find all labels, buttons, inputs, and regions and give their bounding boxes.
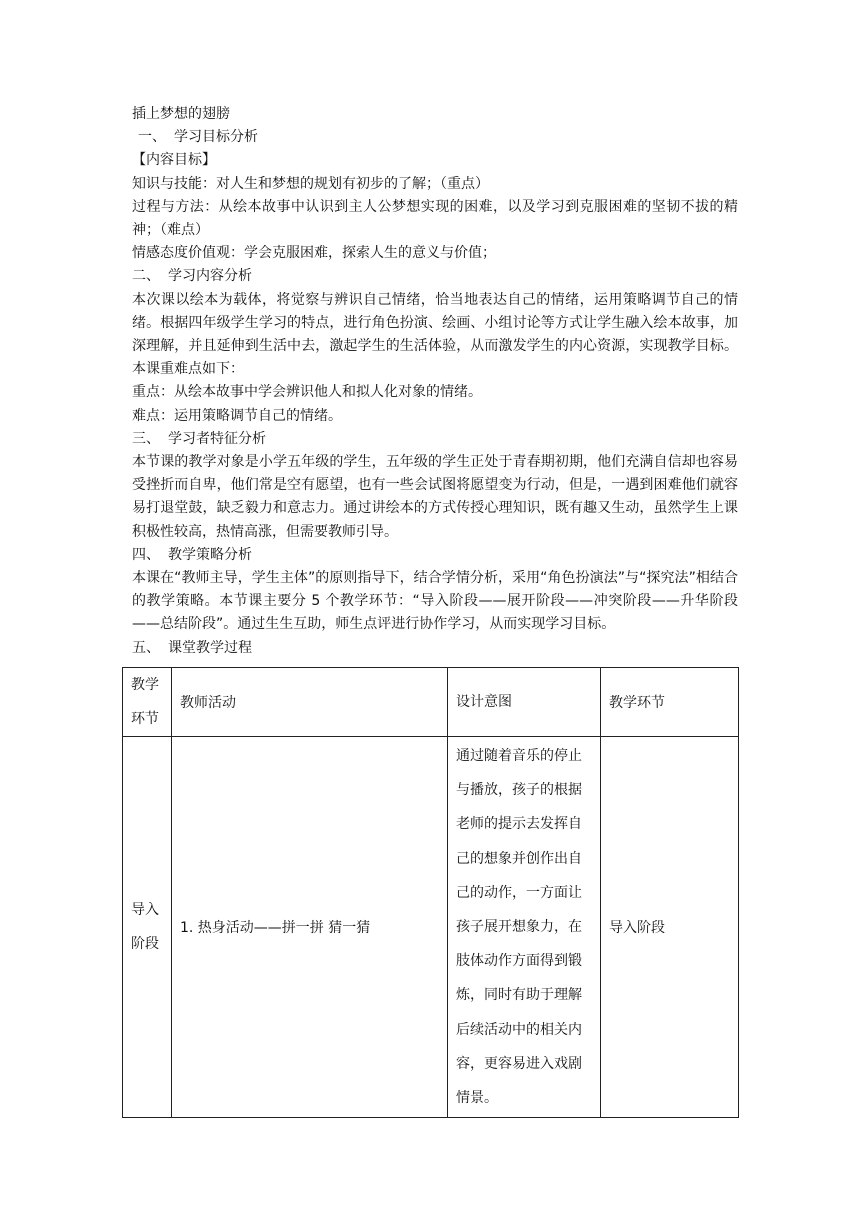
section-number-3: 三、 bbox=[132, 430, 160, 447]
table-row bbox=[123, 737, 739, 1118]
header-cell-teacher-activity: 教师活动 bbox=[172, 668, 448, 737]
section-2-key-point: 重点：从绘本故事中学会辨识他人和拟人化对象的情绪。 bbox=[132, 384, 482, 401]
section-title-5: 课堂教学过程 bbox=[168, 639, 252, 656]
section-title-2: 学习内容分析 bbox=[168, 268, 252, 285]
goal-knowledge: 知识与技能：对人生和梦想的规划有初步的了解；（重点） bbox=[132, 175, 489, 192]
section-heading-1 bbox=[132, 126, 738, 149]
cell-teaching-phase: 导入阶段 bbox=[601, 737, 739, 1118]
section-title-1: 学习目标分析 bbox=[174, 129, 258, 146]
document-title: 插上梦想的翅膀 bbox=[132, 106, 230, 122]
document-body bbox=[132, 103, 738, 660]
section-number-1: 一、 bbox=[138, 129, 166, 146]
section-number-4: 四、 bbox=[132, 546, 160, 563]
section-heading-3 bbox=[132, 428, 738, 451]
section-heading-5 bbox=[132, 637, 738, 660]
lesson-process-table bbox=[122, 667, 739, 1118]
section-2-body: 本次课以绘本为载体，将觉察与辨识自己情绪，恰当地表达自己的情绪，运用策略调节自己的情绪。根据四年级学生学习的特点，进行角色扮演、绘画、小组讨论等方式让学生融入绘本故事，加深理解，并且延伸到生活中去，激起学生的生活体验，从而激发学生的内心资源，实现教学目标。本课重难点如下： bbox=[132, 291, 738, 378]
section-number-2: 二、 bbox=[132, 268, 160, 285]
section-number-5: 五、 bbox=[132, 639, 160, 656]
goal-emotion: 情感态度价值观：学会克服困难，探索人生的意义与价值； bbox=[132, 245, 496, 262]
section-title-3: 学习者特征分析 bbox=[168, 430, 266, 447]
header-cell-stage: 教学环节 bbox=[123, 668, 172, 737]
content-goal-label: 【内容目标】 bbox=[132, 152, 216, 169]
cell-teacher-activity: 1. 热身活动——拼一拼 猜一猜 bbox=[172, 737, 448, 1118]
section-2-difficult-point: 难点：运用策略调节自己的情绪。 bbox=[132, 407, 342, 424]
section-title-4: 教学策略分析 bbox=[168, 546, 252, 563]
cell-design-intent: 通过随着音乐的停止与播放，孩子的根据老师的提示去发挥自己的想象并创作出自己的动作，一方面让孩子展开想象力，在肢体动作方面得到锻炼，同时有助于理解后续活动中的相关内容，更容易进入戏剧情景。 bbox=[448, 737, 601, 1118]
header-cell-teaching-phase: 教学环节 bbox=[601, 668, 739, 737]
goal-process: 过程与方法：从绘本故事中认识到主人公梦想实现的困难，以及学习到克服困难的坚韧不拔的精神；（难点） bbox=[132, 198, 738, 239]
header-cell-design-intent: 设计意图 bbox=[448, 668, 601, 737]
section-heading-2 bbox=[132, 265, 738, 288]
section-heading-4 bbox=[132, 544, 738, 567]
section-4-body: 本课在“教师主导，学生主体”的原则指导下，结合学情分析，采用“角色扮演法”与“探究法”相结合的教学策略。本节课主要分 5 个教学环节：“导入阶段——展开阶段——冲突阶段——升华阶段——总结阶段”。通过生生互助，师生点评进行协作学习，从而实现学习目标。 bbox=[132, 570, 738, 633]
table-header-row bbox=[123, 668, 739, 737]
section-3-body: 本节课的教学对象是小学五年级的学生，五年级的学生正处于青春期初期，他们充满自信却也容易受挫折而自卑，他们常是空有愿望，也有一些会试图将愿望变为行动，但是，一遇到困难他们就容易打退堂鼓，缺乏毅力和意志力。通过讲绘本的方式传授心理知识，既有趣又生动，虽然学生上课积极性较高，热情高涨，但需要教师引导。 bbox=[132, 454, 738, 540]
cell-stage: 导入阶段 bbox=[123, 737, 172, 1118]
